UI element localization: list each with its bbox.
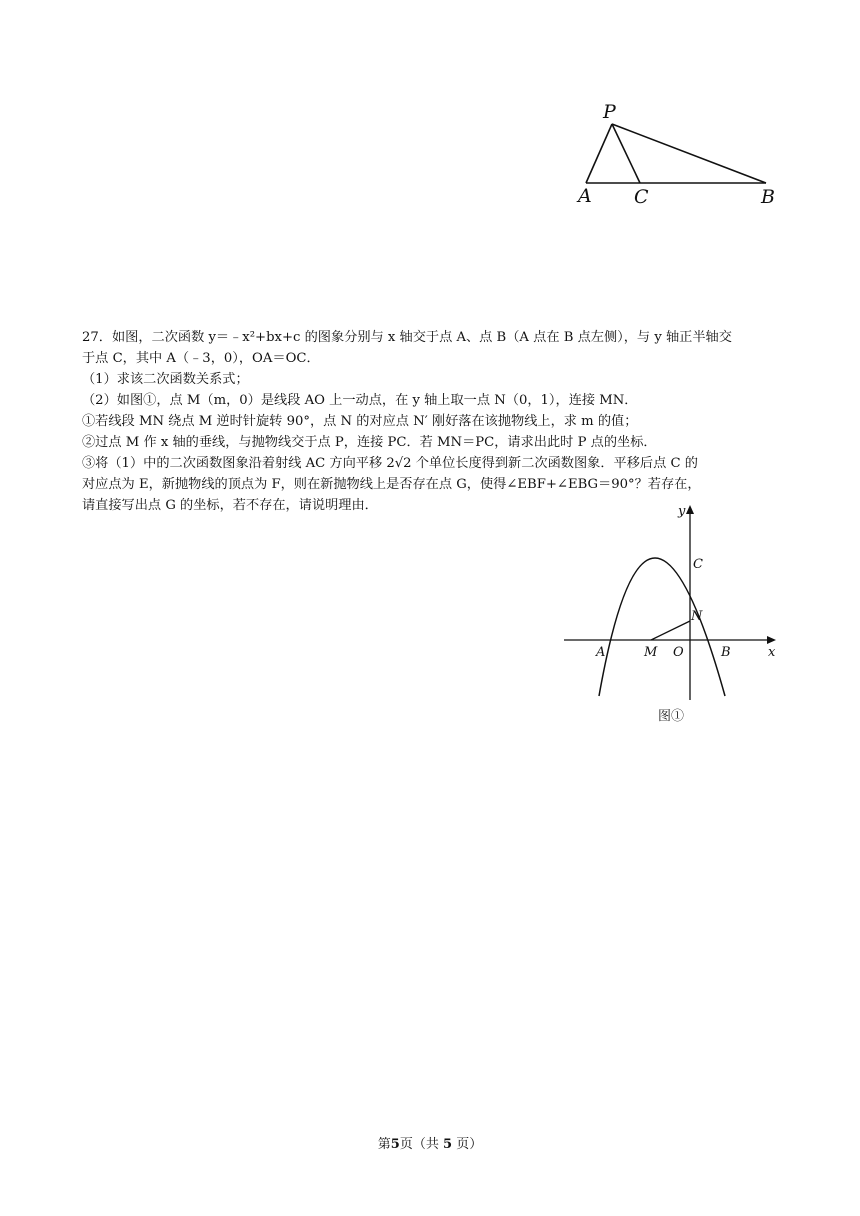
label-a: A	[578, 185, 592, 207]
triangle-figure	[572, 96, 790, 212]
x-axis-arrow	[767, 636, 776, 644]
problem-line: 对应点为 E，新抛物线的顶点为 F，则在新抛物线上是否存在点 G，使得∠EBF+∠EBG＝90°？若存在，	[82, 477, 701, 492]
parabola-curve	[599, 558, 725, 696]
footer-total-pages: 5	[443, 1137, 453, 1152]
problem-line: ②过点 M 作 x 轴的垂线，与抛物线交于点 P，连接 PC．若 MN＝PC，请求出此时 P 点的坐标．	[82, 435, 657, 450]
problem-line: （1）求该二次函数关系式；	[82, 372, 249, 387]
segment-pa	[586, 124, 612, 183]
label-p: P	[603, 101, 616, 123]
label-o: O	[673, 645, 684, 660]
label-y: y	[678, 504, 686, 519]
label-b: B	[761, 186, 775, 208]
segment-mn	[651, 621, 690, 640]
problem-line: ①若线段 MN 绕点 M 逆时针旋转 90°，点 N 的对应点 N′ 刚好落在该抛物线上，求 m 的值；	[82, 414, 638, 429]
label-x: x	[768, 645, 776, 660]
footer-suffix: 页）	[456, 1137, 483, 1152]
label-c: C	[634, 186, 649, 208]
problem-27	[82, 327, 782, 516]
figure-caption: 图①	[658, 709, 685, 724]
y-axis-arrow	[686, 505, 694, 514]
problem-line: 请直接写出点 G 的坐标，若不存在，请说明理由．	[82, 498, 378, 513]
footer-page-number: 5	[390, 1137, 400, 1152]
label-c: C	[693, 557, 703, 572]
label-n: N	[691, 609, 703, 624]
footer-middle: 页（共	[399, 1137, 439, 1152]
parabola-figure	[560, 500, 784, 730]
footer-prefix: 第	[377, 1137, 391, 1152]
label-a: A	[596, 645, 606, 660]
problem-line: 27．如图，二次函数 y＝﹣x²+bx+c 的图象分别与 x 轴交于点 A、点 B（A 点在 B 点左侧），与 y 轴正半轴交	[82, 330, 732, 345]
problem-line: ③将（1）中的二次函数图象沿着射线 AC 方向平移 2√2 个单位长度得到新二次函数图象．平移后点 C 的	[82, 456, 698, 471]
problem-line: 于点 C，其中 A（﹣3，0），OA＝OC．	[82, 351, 320, 366]
page-footer	[0, 1133, 860, 1152]
label-b: B	[721, 645, 731, 660]
problem-line: （2）如图①，点 M（m，0）是线段 AO 上一动点，在 y 轴上取一点 N（0，1），连接 MN．	[82, 393, 638, 408]
label-m: M	[644, 645, 658, 660]
